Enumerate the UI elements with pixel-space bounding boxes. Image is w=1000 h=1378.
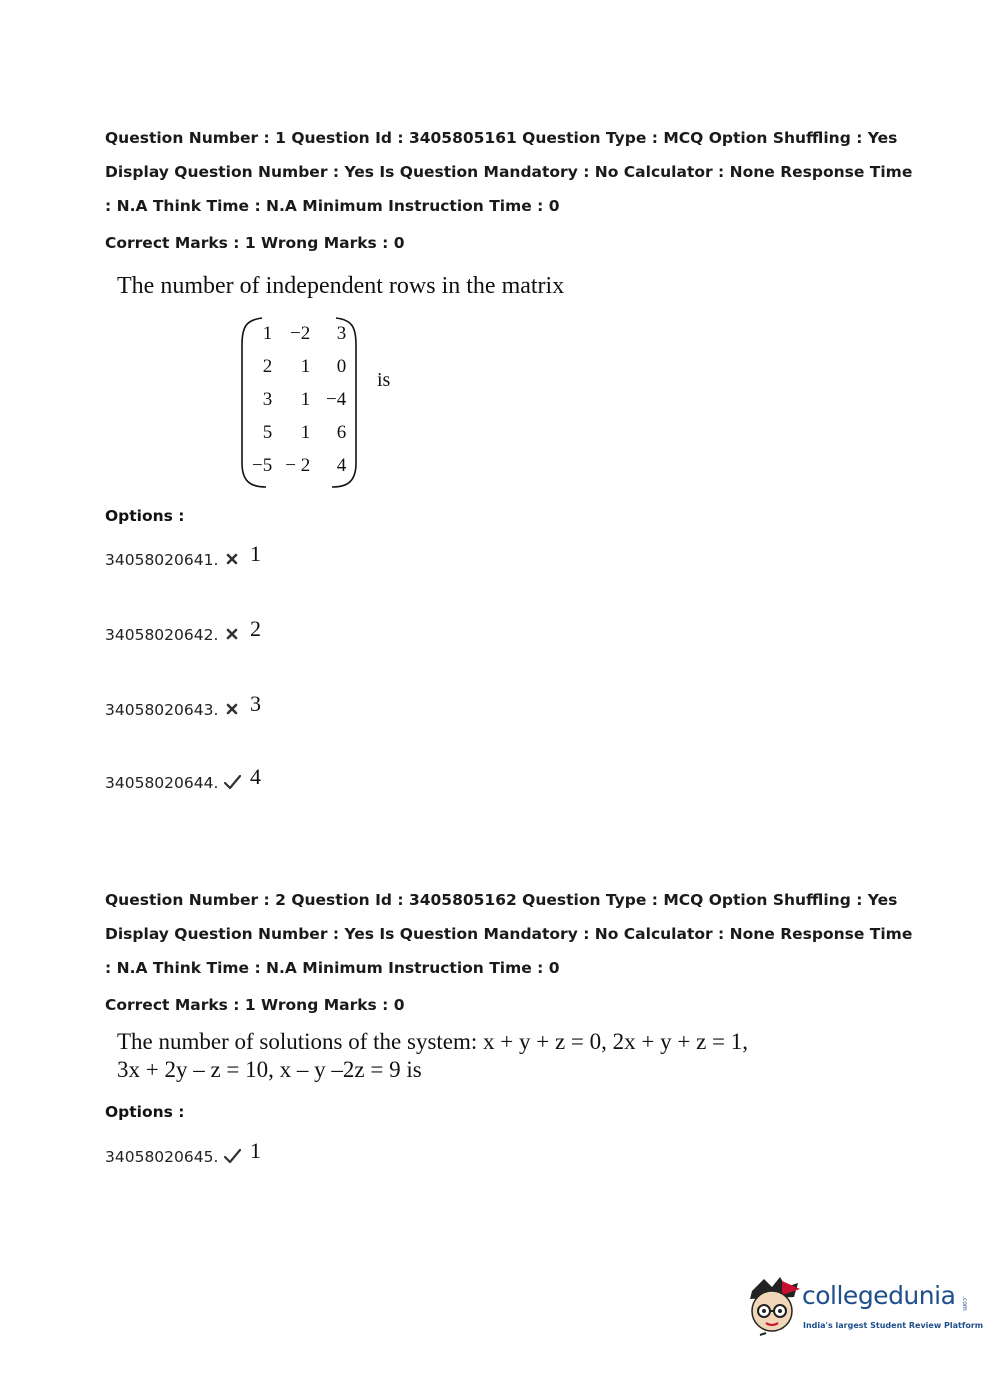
q2-options-label: Options :	[105, 1103, 185, 1121]
matrix-cell: 6	[336, 421, 347, 443]
q2-marks: Correct Marks : 1 Wrong Marks : 0	[105, 996, 405, 1014]
matrix-cell: 2	[262, 355, 273, 377]
matrix-cell: −5	[252, 454, 273, 476]
matrix-row	[248, 350, 350, 383]
option-value: 1	[250, 541, 261, 566]
cross-icon	[223, 701, 241, 717]
cross-icon	[223, 551, 241, 567]
option-id: 34058020644.	[105, 774, 219, 792]
cross-icon	[223, 626, 241, 642]
q1-options-label: Options :	[105, 507, 185, 525]
option-id: 34058020643.	[105, 701, 219, 719]
logo-tagline: India's largest Student Review Platform	[803, 1321, 984, 1330]
matrix-cell: 1	[262, 322, 273, 344]
matrix-table	[248, 317, 350, 482]
logo-wordmark: collegedunia	[802, 1281, 956, 1310]
q2-meta	[105, 883, 925, 985]
checkmark-icon	[223, 774, 241, 790]
q1-marks: Correct Marks : 1 Wrong Marks : 0	[105, 234, 405, 252]
q2-question-line-2: 3x + 2y – z = 10, x – y –2z = 9 is	[117, 1057, 422, 1082]
option-value: 1	[250, 1138, 261, 1163]
option-value: 2	[250, 616, 261, 641]
q1-matrix	[240, 315, 358, 490]
q1-meta-line-1: Question Number : 1 Question Id : 3405805161 Question Type : MCQ Option Shuffling : Yes	[105, 129, 898, 147]
option-id: 34058020642.	[105, 626, 219, 644]
collegedunia-logo[interactable]	[742, 1273, 984, 1343]
matrix-row	[248, 416, 350, 449]
checkmark-icon	[223, 1148, 241, 1164]
matrix-cell: 3	[336, 322, 347, 344]
matrix-cell: − 2	[285, 454, 311, 476]
q2-meta-line-1: Question Number : 2 Question Id : 3405805162 Question Type : MCQ Option Shuffling : Yes	[105, 891, 898, 909]
matrix-cell: −4	[326, 388, 347, 410]
option-value: 3	[250, 691, 261, 716]
q2-meta-line-3: : N.A Think Time : N.A Minimum Instruction Time : 0	[105, 959, 560, 977]
q1-meta-line-3: : N.A Think Time : N.A Minimum Instruction Time : 0	[105, 197, 560, 215]
matrix-cell: 1	[300, 421, 311, 443]
matrix-cell: 0	[336, 355, 347, 377]
matrix-cell: 1	[300, 388, 311, 410]
q1-meta	[105, 121, 925, 223]
matrix-cell: 3	[262, 388, 273, 410]
q2-question-text	[117, 1028, 748, 1084]
option-id: 34058020641.	[105, 551, 219, 569]
matrix-cell: 1	[300, 355, 311, 377]
q1-meta-line-2: Display Question Number : Yes Is Question Mandatory : No Calculator : None Response Time	[105, 163, 913, 181]
q2-meta-line-2: Display Question Number : Yes Is Question Mandatory : No Calculator : None Response Time	[105, 925, 913, 943]
option-id: 34058020645.	[105, 1148, 219, 1166]
matrix-row	[248, 383, 350, 416]
matrix-cell: 4	[336, 454, 347, 476]
mascot-icon	[742, 1273, 802, 1343]
matrix-row	[248, 317, 350, 350]
option-value: 4	[250, 764, 261, 789]
matrix-row	[248, 449, 350, 482]
matrix-cell: −2	[290, 322, 311, 344]
logo-com: .com	[961, 1296, 968, 1311]
q1-question-text: The number of independent rows in the matrix	[117, 273, 565, 299]
matrix-cell: 5	[262, 421, 273, 443]
q1-suffix: is	[377, 369, 391, 391]
q2-question-line-1: The number of solutions of the system: x + y + z = 0, 2x + y + z = 1,	[117, 1029, 749, 1054]
